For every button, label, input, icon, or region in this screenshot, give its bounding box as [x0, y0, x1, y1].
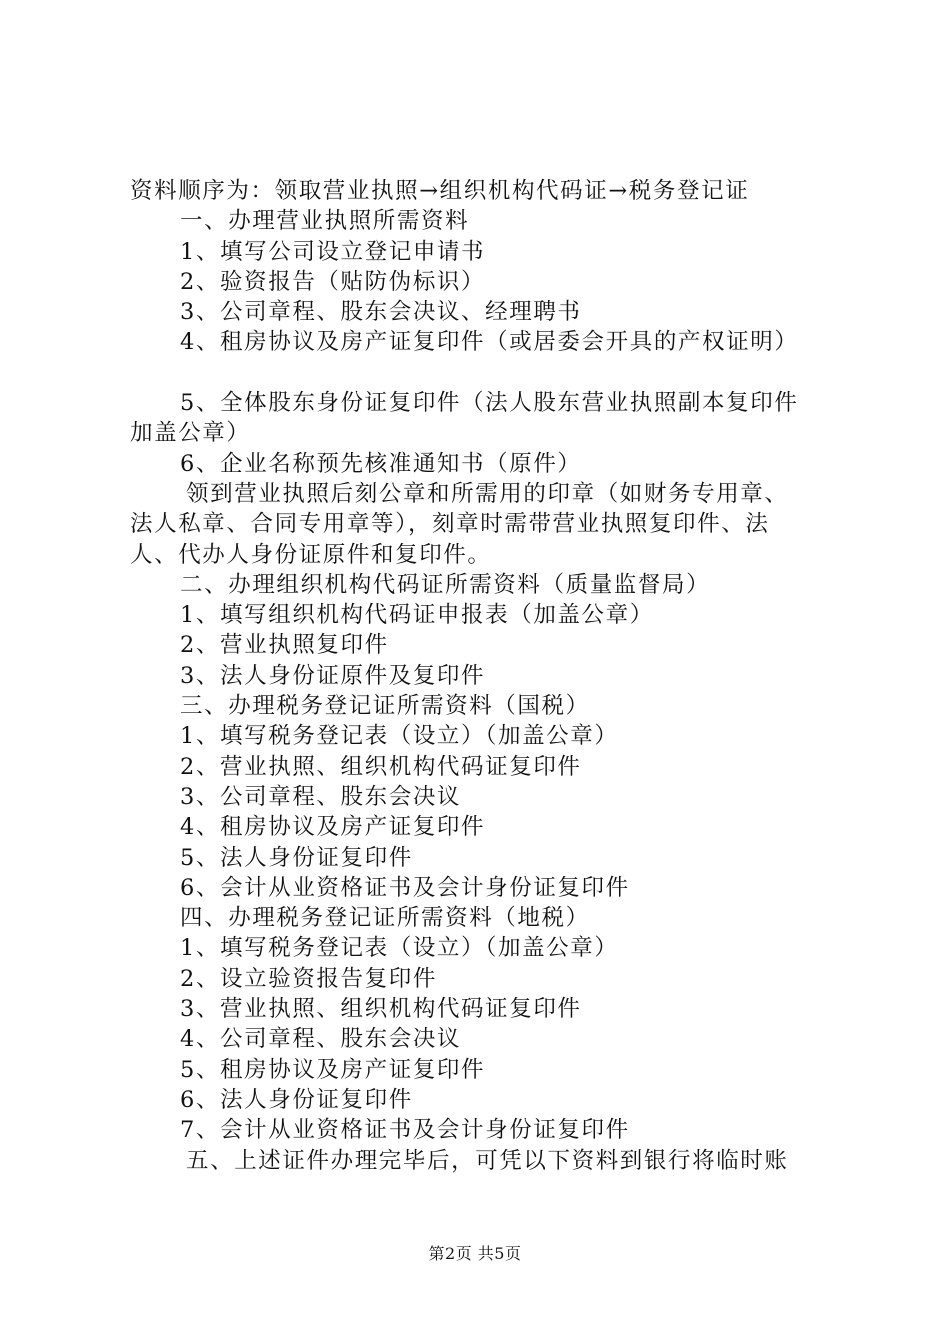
text-line: 加盖公章）: [130, 420, 251, 447]
list-item: 3、营业执照、组织机构代码证复印件: [180, 996, 582, 1023]
list-item: 1、填写税务登记表（设立）（加盖公章）: [180, 723, 619, 750]
list-item: 3、法人身份证原件及复印件: [180, 662, 486, 689]
list-item: 2、验资报告（贴防伪标识）: [180, 268, 486, 295]
list-item: 3、公司章程、股东会决议、经理聘书: [180, 299, 582, 326]
section-heading: 一、办理营业执照所需资料: [180, 208, 470, 235]
blank-line: [130, 358, 830, 388]
list-item: 2、营业执照、组织机构代码证复印件: [180, 753, 582, 780]
section-heading: 五、上述证件办理完毕后，可凭以下资料到银行将临时账: [186, 1147, 789, 1174]
list-item: 1、填写税务登记表（设立）（加盖公章）: [180, 935, 619, 962]
list-item: 1、填写公司设立登记申请书: [180, 238, 486, 265]
list-item: 6、会计从业资格证书及会计身份证复印件: [180, 874, 630, 901]
paragraph-line: 法人私章、合同专用章等），刻章时需带营业执照复印件、法: [130, 511, 770, 538]
list-item: 7、会计从业资格证书及会计身份证复印件: [180, 1117, 630, 1144]
section-heading: 四、办理税务登记证所需资料（地税）: [180, 905, 590, 932]
list-item: 5、租房协议及房产证复印件: [180, 1056, 486, 1083]
paragraph-line: 人、代办人身份证原件和复印件。: [130, 541, 492, 568]
list-item: 6、企业名称预先核准通知书（原件）: [180, 450, 582, 477]
list-item: 3、公司章程、股东会决议: [180, 783, 462, 810]
paragraph-line: 领到营业执照后刻公章和所需用的印章（如财务专用章、: [186, 480, 789, 507]
text-line: 资料顺序为：领取营业执照→组织机构代码证→税务登记证: [130, 178, 750, 204]
list-item: 6、法人身份证复印件: [180, 1086, 413, 1113]
list-item: 5、全体股东身份证复印件（法人股东营业执照副本复印件: [180, 390, 799, 417]
list-item: 2、营业执照复印件: [180, 632, 389, 659]
section-heading: 二、办理组织机构代码证所需资料（质量监督局）: [180, 571, 711, 598]
page-number-footer: 第2页 共5页: [428, 1244, 522, 1263]
list-item: 4、租房协议及房产证复印件（或居委会开具的产权证明）: [180, 329, 799, 356]
section-heading: 三、办理税务登记证所需资料（国税）: [180, 693, 590, 720]
list-item: 4、公司章程、股东会决议: [180, 1026, 462, 1053]
document-body: [130, 176, 830, 1176]
list-item: 2、设立验资报告复印件: [180, 965, 437, 992]
list-item: 4、租房协议及房产证复印件: [180, 814, 486, 841]
list-item: 1、填写组织机构代码证申报表（加盖公章）: [180, 602, 654, 629]
list-item: 5、法人身份证复印件: [180, 844, 413, 871]
